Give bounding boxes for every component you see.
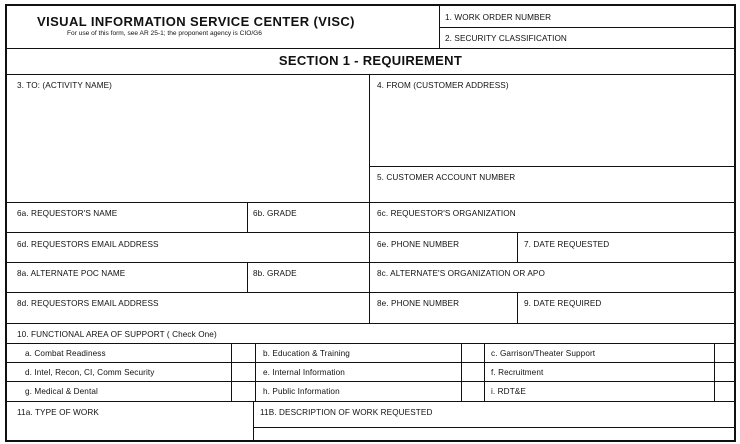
security-classification-label: 2. SECURITY CLASSIFICATION — [445, 34, 567, 43]
alternate-phone-field[interactable]: 8e. PHONE NUMBER — [377, 299, 460, 308]
type-of-work-field[interactable]: 11a. TYPE OF WORK — [17, 408, 99, 417]
divider — [7, 232, 734, 233]
divider — [461, 343, 462, 401]
divider — [7, 381, 734, 382]
divider — [7, 401, 734, 402]
divider — [7, 74, 734, 75]
divider — [369, 202, 370, 232]
divider — [369, 74, 370, 202]
description-of-work-field[interactable]: 11B. DESCRIPTION OF WORK REQUESTED — [260, 408, 433, 417]
form-title: VISUAL INFORMATION SERVICE CENTER (VISC) — [37, 14, 355, 29]
option-garrison-theater-support[interactable]: c. Garrison/Theater Support — [491, 349, 596, 358]
visc-request-form — [5, 4, 736, 442]
divider — [255, 343, 256, 401]
divider — [7, 202, 734, 203]
divider — [7, 343, 734, 344]
divider — [7, 323, 734, 324]
work-order-label: 1. WORK ORDER NUMBER — [445, 13, 552, 22]
section-title: SECTION 1 - REQUIREMENT — [278, 53, 463, 68]
divider — [369, 292, 370, 323]
requestor-phone-field[interactable]: 6e. PHONE NUMBER — [377, 240, 460, 249]
alternate-grade-field[interactable]: 8b. GRADE — [253, 269, 297, 278]
divider — [369, 166, 734, 167]
divider — [253, 427, 734, 428]
divider — [484, 343, 485, 401]
divider — [7, 362, 734, 363]
option-education-training[interactable]: b. Education & Training — [263, 349, 350, 358]
form-subtitle: For use of this form, see AR 25-1; the proponent agency is CIO/G6 — [67, 30, 262, 37]
to-activity-field[interactable]: 3. TO: (ACTIVITY NAME) — [17, 81, 113, 90]
option-rdte[interactable]: i. RDT&E — [491, 387, 526, 396]
functional-area-label: 10. FUNCTIONAL AREA OF SUPPORT ( Check One) — [17, 330, 217, 339]
requestor-organization-field[interactable]: 6c. REQUESTOR'S ORGANIZATION — [377, 209, 516, 218]
divider — [231, 343, 232, 401]
option-recruitment[interactable]: f. Recruitment — [491, 368, 544, 377]
header-split — [439, 27, 734, 28]
divider — [369, 262, 370, 292]
requestor-grade-field[interactable]: 6b. GRADE — [253, 209, 297, 218]
alternate-poc-name-field[interactable]: 8a. ALTERNATE POC NAME — [17, 269, 126, 278]
option-internal-information[interactable]: e. Internal Information — [263, 368, 345, 377]
option-public-information[interactable]: h. Public Information — [263, 387, 340, 396]
requestor-email-field[interactable]: 6d. REQUESTORS EMAIL ADDRESS — [17, 240, 159, 249]
divider — [517, 292, 518, 323]
requestor-name-field[interactable]: 6a. REQUESTOR'S NAME — [17, 209, 118, 218]
from-address-field[interactable]: 4. FROM (CUSTOMER ADDRESS) — [377, 81, 509, 90]
option-combat-readiness[interactable]: a. Combat Readiness — [25, 349, 106, 358]
divider — [253, 401, 254, 440]
date-requested-field[interactable]: 7. DATE REQUESTED — [524, 240, 610, 249]
divider — [247, 202, 248, 232]
divider — [7, 292, 734, 293]
divider — [7, 262, 734, 263]
customer-account-field[interactable]: 5. CUSTOMER ACCOUNT NUMBER — [377, 173, 516, 182]
divider — [517, 232, 518, 262]
date-required-field[interactable]: 9. DATE REQUIRED — [524, 299, 602, 308]
option-medical-dental[interactable]: g. Medical & Dental — [25, 387, 98, 396]
divider — [369, 232, 370, 262]
alternate-email-field[interactable]: 8d. REQUESTORS EMAIL ADDRESS — [17, 299, 159, 308]
divider — [714, 343, 715, 401]
alternate-organization-field[interactable]: 8c. ALTERNATE'S ORGANIZATION OR APO — [377, 269, 545, 278]
divider — [7, 48, 734, 49]
option-intel-recon[interactable]: d. Intel, Recon, CI, Comm Security — [25, 368, 155, 377]
divider — [247, 262, 248, 292]
